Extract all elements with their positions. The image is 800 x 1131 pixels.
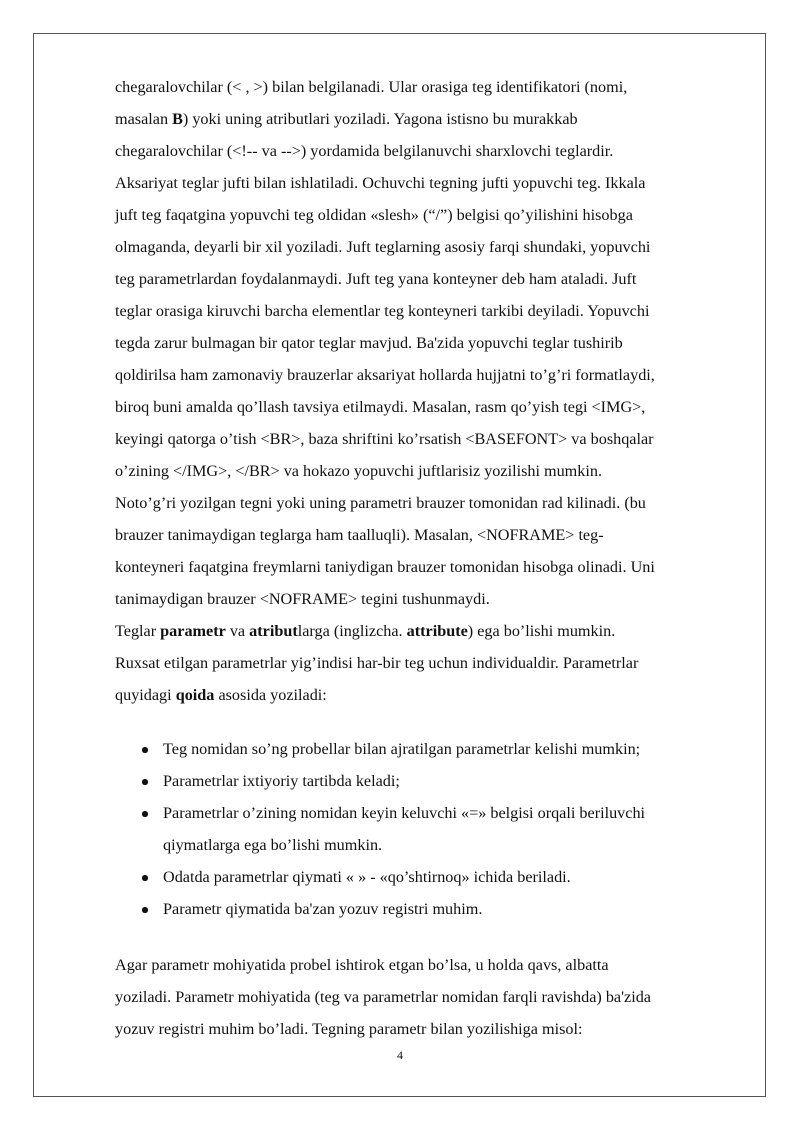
paragraph-parameters bbox=[115, 615, 745, 711]
bold-text: B bbox=[172, 110, 183, 128]
text-line bbox=[115, 679, 745, 711]
document-body bbox=[115, 71, 745, 1045]
text-line: tanimaydigan brauzer <NOFRAME> tegini tushunmaydi. bbox=[115, 590, 490, 608]
text-run: asosida yoziladi: bbox=[214, 686, 327, 704]
text-line: keyingi qatorga o’tish <BR>, baza shriftini ko’rsatish <BASEFONT> va boshqalar bbox=[115, 430, 654, 448]
text-line: yoziladi. Parametr mohiyatida (teg va parametrlar nomidan farqli ravishda) ba'zida bbox=[115, 988, 651, 1006]
paragraph-example-intro bbox=[115, 949, 745, 1045]
text-run: ) ega bo’lishi mumkin. bbox=[467, 622, 616, 640]
text-line: Ruxsat etilgan parametrlar yig’indisi har-bir teg uchun individualdir. Parametrlar bbox=[115, 654, 639, 672]
bold-text: atribut bbox=[249, 622, 298, 640]
text-line bbox=[115, 615, 745, 647]
text-line: Agar parametr mohiyatida probel ishtirok etgan bo’lsa, u holda qavs, albatta bbox=[115, 956, 609, 974]
text-line: teglar orasiga kiruvchi barcha elementlar teg konteyneri tarkibi deyiladi. Yopuvchi bbox=[115, 302, 650, 320]
text-line: biroq buni amalda qo’llash tavsiya etilmaydi. Masalan, rasm qo’yish tegi <IMG>, bbox=[115, 398, 646, 416]
text-line: teg parametrlardan foydalanmaydi. Juft teg yana konteyner deb ham ataladi. Juft bbox=[115, 270, 637, 288]
text-line: juft teg faqatgina yopuvchi teg oldidan «slesh» (“/”) belgisi qo’yilishini hisobga bbox=[115, 206, 633, 224]
bold-text: qoida bbox=[175, 686, 215, 704]
text-line: qiymatlarga ega bo’lishi mumkin. bbox=[163, 836, 383, 854]
text-line: Noto’g’ri yozilgan tegni yoki uning parametri brauzer tomonidan rad kilinadi. (bu bbox=[115, 494, 646, 512]
text-run: larga (inglizcha. bbox=[297, 622, 407, 640]
list-item: Odatda parametrlar qiymati « » - «qo’shtirnoq» ichida beriladi. bbox=[115, 861, 745, 893]
list-item bbox=[115, 765, 745, 797]
text-run: masalan bbox=[115, 110, 173, 128]
page-number: 4 bbox=[397, 1048, 403, 1062]
text-line: olmaganda, deyarli bir xil yoziladi. Juft teglarning asosiy farqi shundaki, yopuvchi bbox=[115, 238, 651, 256]
text-line: chegaralovchilar (<!-- va -->) yordamida belgilanuvchi sharxlovchi teglardir. bbox=[115, 142, 614, 160]
text-line: chegaralovchilar (< , >) bilan belgilanadi. Ular orasiga teg identifikatori (nomi, bbox=[115, 78, 628, 96]
list-item: Parametr qiymatida ba'zan yozuv registri muhim. bbox=[115, 893, 745, 925]
list-item: Teg nomidan so’ng probellar bilan ajratilgan parametrlar kelishi mumkin; bbox=[115, 733, 745, 765]
text-line: yozuv registri muhim bo’ladi. Tegning parametr bilan yozilishiga misol: bbox=[115, 1020, 583, 1038]
text-line: Aksariyat teglar jufti bilan ishlatiladi. Ochuvchi tegning jufti yopuvchi teg. Ikkala bbox=[115, 174, 646, 192]
text-run: va bbox=[225, 622, 250, 640]
text-line: Parametrlar o’zining nomidan keyin keluvchi «=» belgisi orqali beriluvchi bbox=[163, 804, 646, 822]
spacer bbox=[115, 711, 745, 733]
text-line: Parametrlar ixtiyoriy tartibda keladi; bbox=[163, 772, 400, 790]
text-line: qoldirilsa ham zamonaviy brauzerlar aksariyat hollarda hujjatni to’g’ri formatlaydi, bbox=[115, 366, 655, 384]
text-line: o’zining </IMG>, </BR> va hokazo yopuvchi juftlarisiz yozilishi mumkin. bbox=[115, 462, 603, 480]
text-line: tegda zarur bulmagan bir qator teglar mavjud. Ba'zida yopuvchi teglar tushirib bbox=[115, 334, 623, 352]
bold-text: attribute bbox=[406, 622, 468, 640]
bold-text: parametr bbox=[160, 622, 226, 640]
text-run: quyidagi bbox=[115, 686, 176, 704]
parameter-rules-list bbox=[115, 733, 745, 925]
text-run: ) yoki uning atributlari yoziladi. Yagona istisno bu murakkab bbox=[182, 110, 578, 128]
paragraph-tag-syntax bbox=[115, 71, 745, 615]
text-line: brauzer tanimaydigan teglarga ham taalluqli). Masalan, <NOFRAME> teg- bbox=[115, 526, 604, 544]
text-line: konteyneri faqatgina freymlarni taniydigan brauzer tomonidan hisobga olinadi. Uni bbox=[115, 558, 655, 576]
spacer bbox=[115, 925, 745, 949]
text-line bbox=[115, 103, 745, 135]
list-item bbox=[115, 797, 745, 861]
text-run: Teglar bbox=[115, 622, 161, 640]
